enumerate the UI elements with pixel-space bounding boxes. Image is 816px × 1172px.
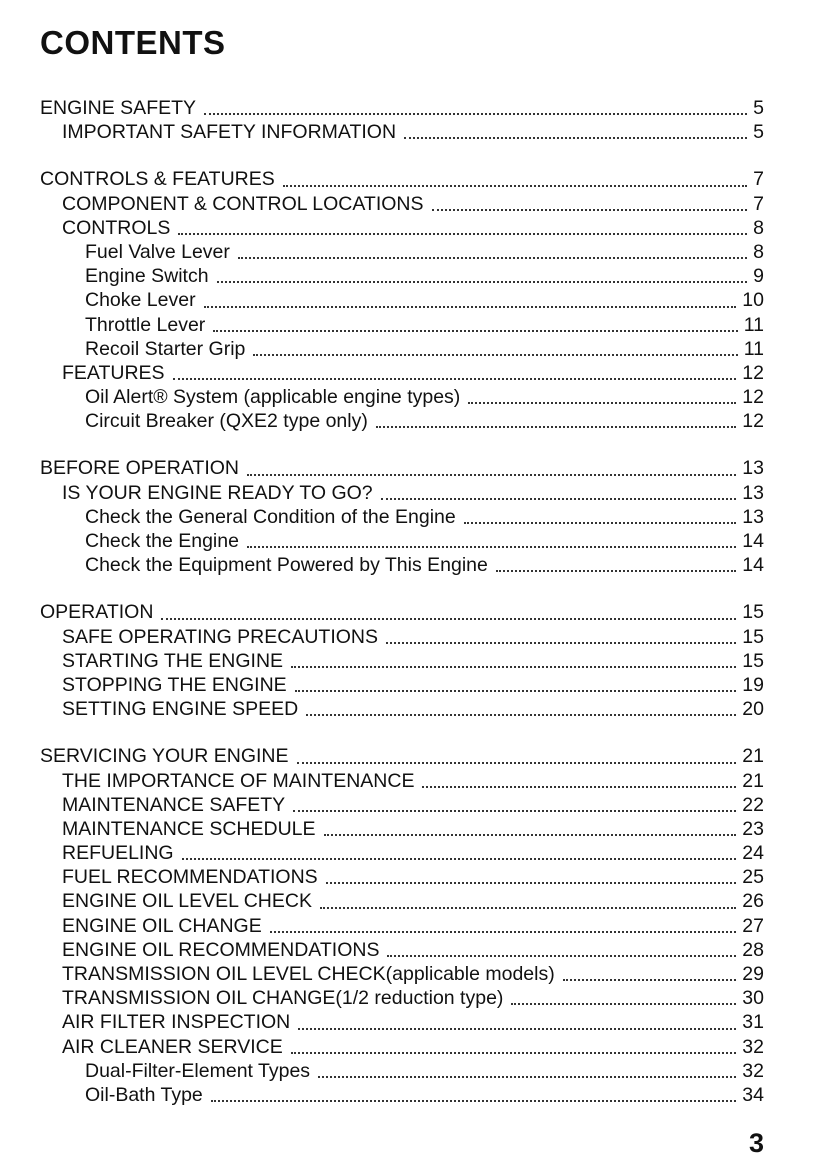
- toc-entry-title: Circuit Breaker (QXE2 type only): [85, 410, 368, 433]
- toc-entry[interactable]: [40, 385, 764, 409]
- toc-entry[interactable]: [40, 1035, 764, 1059]
- toc-entry-title: ENGINE OIL CHANGE: [62, 914, 262, 937]
- dot-leader: [247, 546, 736, 548]
- toc-entry-title: Oil-Bath Type: [85, 1083, 203, 1106]
- dot-leader: [404, 137, 747, 139]
- toc-entry[interactable]: [40, 649, 764, 673]
- toc-entry-page: 9: [753, 265, 764, 288]
- toc-entry-title: THE IMPORTANCE OF MAINTENANCE: [62, 769, 415, 792]
- toc-entry-page: 32: [742, 1059, 764, 1082]
- toc-entry-page: 27: [742, 914, 764, 937]
- toc-entry[interactable]: [40, 673, 764, 697]
- toc-entry[interactable]: [40, 361, 764, 385]
- toc-entry-page: 13: [742, 505, 764, 528]
- dot-leader: [297, 762, 737, 764]
- toc-entry[interactable]: [40, 769, 764, 793]
- toc-entry[interactable]: [40, 481, 764, 505]
- toc-entry-title: TRANSMISSION OIL LEVEL CHECK(applicable models): [62, 963, 555, 985]
- dot-leader: [283, 185, 747, 187]
- toc-entry-title: OPERATION: [40, 601, 154, 624]
- toc-entry[interactable]: [40, 120, 764, 144]
- toc-entry[interactable]: [40, 505, 764, 529]
- dot-leader: [247, 474, 736, 476]
- dot-leader: [270, 931, 737, 933]
- toc-entry[interactable]: [40, 600, 764, 624]
- toc-entry-title: Choke Lever: [85, 289, 196, 312]
- toc-entry[interactable]: [40, 1059, 764, 1083]
- toc-entry-page: 15: [742, 601, 764, 624]
- toc-entry-title: ENGINE OIL LEVEL CHECK: [62, 890, 312, 913]
- toc-entry-title: STOPPING THE ENGINE: [62, 673, 287, 696]
- toc-entry[interactable]: [40, 409, 764, 433]
- toc-entry-page: 12: [742, 386, 764, 409]
- toc-entry-page: 22: [742, 793, 764, 816]
- toc-entry-page: 30: [742, 987, 764, 1010]
- toc-entry[interactable]: [40, 192, 764, 216]
- toc-entry-title: Throttle Lever: [85, 313, 206, 336]
- toc-entry-page: 12: [742, 361, 764, 384]
- toc-entry-page: 25: [742, 866, 764, 889]
- toc-entry-page: 5: [753, 97, 764, 119]
- toc-section: [40, 167, 764, 433]
- toc-entry-page: 29: [742, 963, 764, 985]
- toc-entry-title: REFUELING: [62, 842, 174, 865]
- toc-entry-title: SERVICING YOUR ENGINE: [40, 745, 289, 768]
- toc-entry-page: 8: [753, 240, 764, 263]
- table-of-contents: [40, 96, 764, 1130]
- dot-leader: [182, 858, 737, 860]
- toc-entry[interactable]: [40, 96, 764, 120]
- toc-section: [40, 744, 764, 1107]
- toc-entry-title: IMPORTANT SAFETY INFORMATION: [62, 121, 397, 144]
- toc-entry-page: 21: [742, 769, 764, 792]
- dot-leader: [464, 522, 737, 524]
- toc-entry[interactable]: [40, 697, 764, 721]
- toc-entry-page: 31: [742, 1011, 764, 1034]
- toc-entry[interactable]: [40, 625, 764, 649]
- toc-entry-title: Engine Switch: [85, 265, 209, 288]
- dot-leader: [204, 306, 737, 308]
- toc-entry-page: 34: [742, 1083, 764, 1106]
- dot-leader: [291, 1052, 737, 1054]
- toc-entry-page: 23: [742, 817, 764, 840]
- dot-leader: [318, 1076, 736, 1078]
- toc-entry-page: 24: [742, 842, 764, 865]
- toc-entry-title: SAFE OPERATING PRECAUTIONS: [62, 625, 379, 648]
- toc-entry-title: CONTROLS & FEATURES: [40, 168, 275, 191]
- toc-entry[interactable]: [40, 841, 764, 865]
- toc-entry[interactable]: [40, 264, 764, 288]
- toc-entry-page: 15: [742, 625, 764, 648]
- toc-entry[interactable]: [40, 216, 764, 240]
- toc-entry-page: 5: [753, 121, 764, 144]
- dot-leader: [422, 786, 736, 788]
- dot-leader: [291, 666, 736, 668]
- toc-entry[interactable]: [40, 817, 764, 841]
- page-number: 3: [748, 1128, 764, 1158]
- dot-leader: [496, 570, 736, 572]
- toc-entry-title: FUEL RECOMMENDATIONS: [62, 866, 318, 889]
- dot-leader: [238, 257, 747, 259]
- toc-entry[interactable]: [40, 938, 764, 962]
- dot-leader: [386, 642, 736, 644]
- toc-entry-page: 8: [753, 216, 764, 239]
- toc-entry-title: Check the Equipment Powered by This Engine: [85, 554, 488, 577]
- toc-entry[interactable]: [40, 167, 764, 191]
- toc-entry[interactable]: [40, 1010, 764, 1034]
- dot-leader: [432, 209, 748, 211]
- dot-leader: [320, 907, 736, 909]
- dot-leader: [298, 1028, 736, 1030]
- toc-entry[interactable]: [40, 793, 764, 817]
- toc-entry[interactable]: [40, 553, 764, 577]
- dot-leader: [253, 354, 737, 356]
- toc-section: [40, 600, 764, 721]
- toc-entry-title: FEATURES: [62, 361, 165, 384]
- toc-entry-title: CONTROLS: [62, 216, 171, 239]
- toc-entry-page: 13: [742, 457, 764, 480]
- toc-entry-page: 19: [742, 673, 764, 696]
- dot-leader: [324, 834, 737, 836]
- toc-entry-page: 20: [742, 698, 764, 721]
- toc-entry[interactable]: [40, 889, 764, 913]
- dot-leader: [213, 330, 737, 332]
- dot-leader: [211, 1100, 737, 1102]
- dot-leader: [563, 979, 737, 981]
- dot-leader: [173, 378, 737, 380]
- toc-entry-title: Check the General Condition of the Engine: [85, 505, 456, 528]
- toc-entry-page: 7: [753, 168, 764, 191]
- dot-leader: [161, 618, 736, 620]
- toc-entry-page: 13: [742, 481, 764, 504]
- dot-leader: [178, 233, 747, 235]
- toc-entry-title: Recoil Starter Grip: [85, 337, 246, 360]
- toc-entry-page: 11: [743, 337, 764, 360]
- toc-entry-title: STARTING THE ENGINE: [62, 649, 284, 672]
- toc-entry-page: 15: [742, 649, 764, 672]
- toc-entry-page: 14: [742, 530, 764, 552]
- toc-entry-title: Fuel Valve Lever: [85, 240, 230, 263]
- dot-leader: [306, 714, 736, 716]
- toc-entry-page: 26: [742, 890, 764, 913]
- toc-entry-title: COMPONENT & CONTROL LOCATIONS: [62, 192, 424, 215]
- toc-entry[interactable]: [40, 865, 764, 889]
- toc-entry-title: AIR CLEANER SERVICE: [62, 1035, 283, 1058]
- toc-entry[interactable]: [40, 914, 764, 938]
- toc-entry[interactable]: [40, 240, 764, 264]
- toc-entry-title: IS YOUR ENGINE READY TO GO?: [62, 481, 373, 504]
- toc-entry-page: 11: [743, 313, 764, 336]
- toc-entry-title: ENGINE SAFETY: [40, 97, 197, 119]
- toc-entry-title: Check the Engine: [85, 530, 239, 552]
- toc-entry[interactable]: [40, 529, 764, 553]
- toc-entry[interactable]: [40, 962, 764, 986]
- dot-leader: [293, 810, 736, 812]
- toc-entry-page: 12: [742, 410, 764, 433]
- dot-leader: [376, 426, 736, 428]
- dot-leader: [468, 402, 736, 404]
- toc-entry[interactable]: [40, 313, 764, 337]
- toc-entry-page: 21: [742, 745, 764, 768]
- toc-section: [40, 456, 764, 577]
- toc-entry-title: MAINTENANCE SCHEDULE: [62, 817, 316, 840]
- toc-entry-title: TRANSMISSION OIL CHANGE(1/2 reduction type): [62, 987, 504, 1010]
- dot-leader: [204, 113, 747, 115]
- dot-leader: [511, 1003, 736, 1005]
- page-title: CONTENTS: [40, 24, 226, 61]
- toc-entry-title: Dual-Filter-Element Types: [85, 1059, 311, 1082]
- dot-leader: [387, 955, 736, 957]
- toc-entry[interactable]: [40, 288, 764, 312]
- toc-entry-title: MAINTENANCE SAFETY: [62, 793, 286, 816]
- dot-leader: [326, 882, 737, 884]
- toc-entry[interactable]: [40, 456, 764, 480]
- toc-entry-title: AIR FILTER INSPECTION: [62, 1011, 291, 1034]
- toc-entry-title: ENGINE OIL RECOMMENDATIONS: [62, 938, 380, 961]
- toc-entry-title: Oil Alert® System (applicable engine types): [85, 386, 461, 409]
- toc-entry-page: 32: [742, 1035, 764, 1058]
- toc-entry-title: SETTING ENGINE SPEED: [62, 698, 299, 721]
- dot-leader: [217, 281, 748, 283]
- toc-entry[interactable]: [40, 1083, 764, 1107]
- toc-entry-page: 10: [742, 289, 764, 312]
- toc-entry[interactable]: [40, 986, 764, 1010]
- dot-leader: [381, 498, 737, 500]
- toc-entry[interactable]: [40, 744, 764, 768]
- toc-entry-page: 7: [753, 192, 764, 215]
- dot-leader: [295, 690, 737, 692]
- toc-entry-page: 28: [742, 938, 764, 961]
- toc-section: [40, 96, 764, 144]
- toc-entry-page: 14: [742, 554, 764, 577]
- toc-entry-title: BEFORE OPERATION: [40, 457, 239, 480]
- toc-entry[interactable]: [40, 337, 764, 361]
